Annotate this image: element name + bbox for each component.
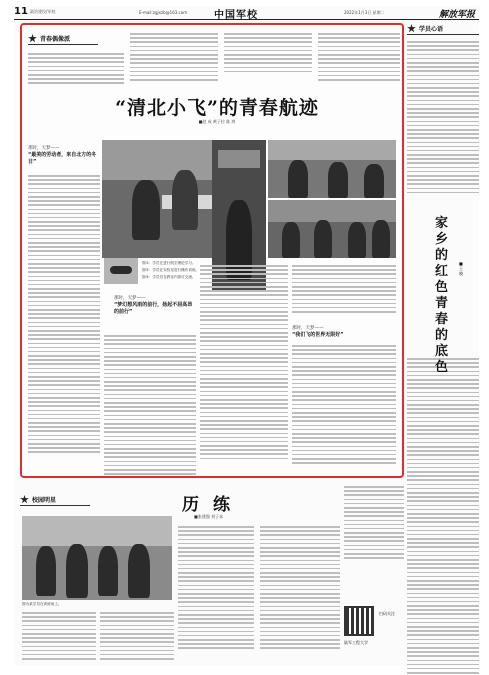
feature-byline: ■赵 成 黄子拉 陈 鸿 [198,119,236,124]
text-block [28,175,100,456]
text-block [28,53,124,87]
text-block [100,612,174,662]
sub-heading-text: “最美的劳动者，来自北方的冬日” [28,152,97,165]
qr-footer: 陆军工程大学 [344,640,368,645]
newspaper-page [14,6,479,666]
bottom-section-tag [20,494,90,506]
text-block [407,41,479,196]
photo-caption-1: 图①：学员在进行航空理论学习。 [142,261,196,265]
sub-heading-1 [28,145,100,166]
sub-heading-lead: 那时，天梦—— [292,326,324,331]
paper-logo: 解放军报 [439,10,476,20]
right-section-tag [407,23,479,35]
text-block [292,265,396,315]
sub-heading-text: “我们飞的世界无限好” [292,332,344,338]
bottom-article-title: 历练 [182,495,244,515]
right-section-label: 学员心语 [419,26,444,33]
text-block [344,486,404,561]
photo-caption-2: 图②：学员在实验室进行操作训练。 [142,268,200,272]
sub-heading-3 [292,325,372,339]
qr-code[interactable] [344,606,374,636]
bottom-byline: ■张建强 刘子承 [194,514,224,519]
text-block [260,526,340,652]
bottom-section-label: 校园明星 [32,497,57,504]
page-number: 11 [14,6,28,17]
paper-name: 中国军校 [214,10,258,21]
photo-lab [268,140,396,198]
photo-aircraft [104,258,138,284]
sub-heading-text: “梦幻想风雨的前行，扬起不屈高昂的前行” [114,302,193,315]
issue-date: 2022年1月3日 星期二 [344,10,385,15]
qr-label: 扫码关注 [379,611,395,616]
photo-caption-3: 图③：学员们在教室内探讨交流。 [142,275,196,279]
section-tag [28,33,98,45]
page-section: 政治建设/军校 [30,9,56,14]
photo-group [268,200,396,258]
bottom-photo-caption: 图为某学员在训练场上。 [22,602,62,606]
text-block [407,358,479,675]
sub-heading-lead: 那时，天梦—— [28,146,60,151]
section-label: 青春偶像派 [40,36,71,43]
masthead [14,6,479,20]
text-block [178,526,254,652]
text-block [130,33,218,83]
sub-heading-2 [114,295,194,316]
feature-article [20,23,404,478]
star-icon [407,24,416,33]
text-block [22,612,96,662]
text-block [224,33,312,75]
editor-email: E-mail:zgjxzb@163.com [139,10,188,15]
sub-heading-lead: 那时，天梦—— [114,296,146,301]
star-icon [28,34,37,43]
essay-author: ■王晓 [459,261,463,276]
photo-training [22,516,172,600]
text-block [104,335,196,477]
text-block [292,345,396,466]
right-column [407,23,479,35]
essay-title: 家乡的红色 青春的底色 [435,216,449,375]
text-block [200,265,288,462]
feature-title: “清北小飞”的青春航迹 [115,97,319,119]
star-icon [20,495,29,504]
text-block [318,33,400,83]
